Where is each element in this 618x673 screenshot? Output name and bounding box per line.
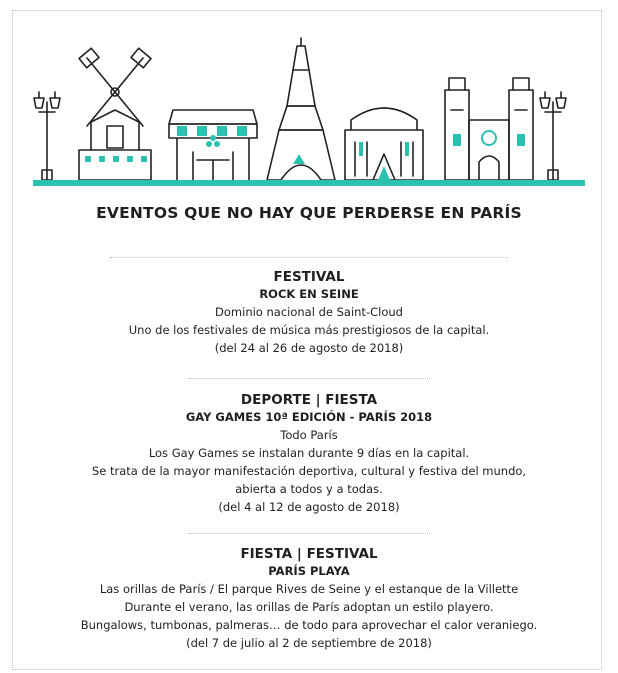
event-item [0,269,618,357]
event-description-line: abierta a todos y a todas. [235,482,383,496]
event-category: FIESTA | FESTIVAL [240,546,378,562]
ground-line [33,180,585,186]
paris-skyline-banner [33,30,585,190]
notre-dame-icon [445,78,533,180]
event-name: GAY GAMES 10ª EDICIÓN - PARÍS 2018 [185,410,433,424]
event-description-line: Los Gay Games se instalan durante 9 días en la capital. [148,446,470,460]
event-dates: (del 4 al 12 de agosto de 2018) [218,500,400,514]
event-item [0,392,618,516]
event-dates: (del 24 al 26 de agosto de 2018) [214,341,404,355]
event-category: DEPORTE | FIESTA [240,392,378,408]
event-divider [188,533,430,534]
event-description-line: Durante el verano, las orillas de París adoptan un estilo playero. [124,600,494,614]
event-name: ROCK EN SEINE [259,287,359,301]
event-dates: (del 7 de julio al 2 de septiembre de 2018) [186,636,432,650]
event-description-line: Se trata de la mayor manifestación deportiva, cultural y festiva del mundo, [91,464,527,478]
event-description-line: Bungalows, tumbonas, palmeras… de todo para aprovechar el calor veraniego. [80,618,538,632]
page-title: EVENTOS QUE NO HAY QUE PERDERSE EN PARÍS [96,204,522,222]
event-location: Todo París [280,428,338,442]
title-divider [110,257,508,258]
event-location: Las orillas de París / El parque Rives de Seine y el estanque de la Villette [99,582,519,596]
street-lamp-icon [540,92,566,180]
cafe-awning-icon [169,110,257,180]
event-name: PARÍS PLAYA [268,564,350,578]
event-divider [188,378,430,379]
event-category: FESTIVAL [273,269,345,285]
event-item [0,546,618,652]
street-lamp-icon [34,92,60,180]
event-description-line: Uno de los festivales de música más prestigiosos de la capital. [128,323,490,337]
event-location: Dominio nacional de Saint-Cloud [215,305,403,319]
